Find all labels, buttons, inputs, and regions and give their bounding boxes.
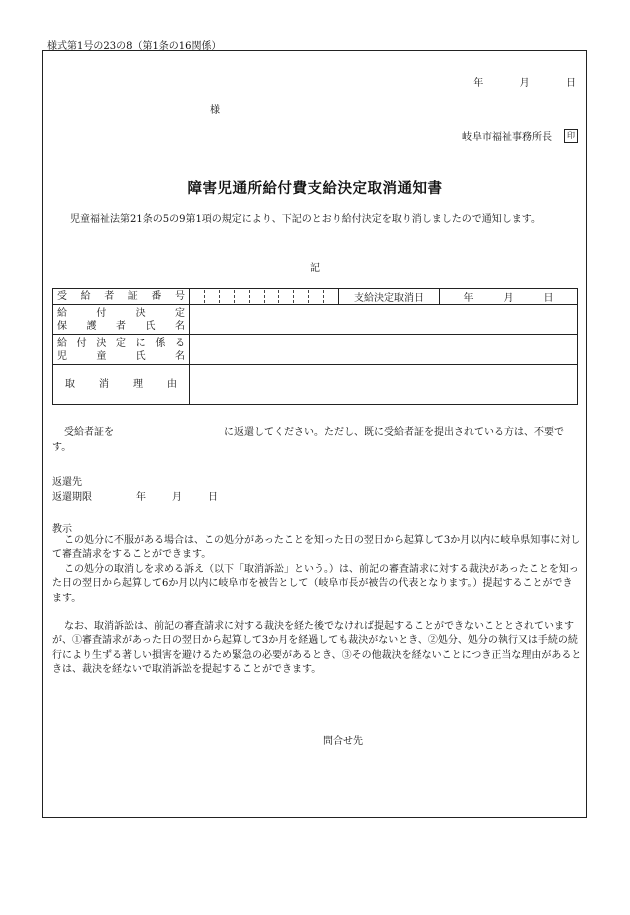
issue-date-month: 月: [519, 78, 530, 89]
instruction-paragraph-1: この処分に不服がある場合は、この処分があったことを知った日の翌日から起算して3か月以内に岐阜県知事に対して審査請求をすることができます。: [52, 535, 581, 561]
guardian-name-label: 給付決定 保護者氏名: [53, 305, 190, 335]
cancel-date-field[interactable]: 年 月 日: [440, 289, 578, 305]
addressee-suffix: 様: [210, 105, 220, 116]
return-deadline: 返還期限 年 月 日: [52, 492, 218, 503]
issuer-line: [462, 128, 578, 143]
instruction-paragraph-3: なお、取消訴訟は、前記の審査請求に対する裁決を経た後でなければ提起することができないこととされていますが、①審査請求があった日の翌日から起算して3か月を経過しても裁決がないとき、②処分、処分の執行又は手続の続行により生ずる著しい損害を避けるため緊急の必要があるとき、③その他裁決を経ないことにつき正当な理由があるときは、裁決を経ないで取消訴訟を提起することができます。: [52, 621, 582, 675]
instruction-heading: 教示: [52, 524, 72, 535]
cancel-reason-label: 取消理由: [53, 365, 190, 405]
cancel-date-label: 支給決定取消日: [339, 289, 440, 305]
document-title: 障害児通所給付費支給決定取消通知書: [187, 180, 443, 197]
inquiry-label: 問合せ先: [323, 736, 363, 747]
issuer-name: 岐阜市福祉事務所長: [462, 132, 552, 143]
recipient-number-label: 受給者証番号: [53, 289, 190, 305]
instruction-paragraph-2: この処分の取消しを求める訴え（以下「取消訴訟」という。）は、前記の審査請求に対する裁決があったことを知った日の翌日から起算して6か月以内に岐阜市を被告として（岐阜市長が被告の代表となります。）提起することができます。: [52, 564, 579, 604]
child-name-label: 給付決定に係る 児童氏名: [53, 335, 190, 365]
issue-date-year: 年: [473, 78, 484, 89]
child-name-field[interactable]: [190, 335, 578, 365]
issue-date-day: 日: [566, 78, 576, 89]
form-number-label: 様式第1号の23の8（第1条の16関係）: [47, 41, 222, 52]
ki-heading: 記: [310, 263, 320, 274]
decision-table: [52, 288, 578, 405]
seal-icon: 印: [564, 129, 578, 143]
return-notice: 受給者証を に返還してください。ただし、既に受給者証を提出されている方は、不要です。: [52, 427, 564, 453]
cancel-reason-field[interactable]: [190, 365, 578, 405]
return-destination-label: 返還先: [52, 477, 82, 488]
guardian-name-field[interactable]: [190, 305, 578, 335]
intro-paragraph: 児童福祉法第21条の5の9第1項の規定により、下記のとおり給付決定を取り消しましたので通知します。: [70, 214, 542, 225]
issue-date: [473, 74, 576, 89]
recipient-number-cells[interactable]: [190, 289, 339, 305]
